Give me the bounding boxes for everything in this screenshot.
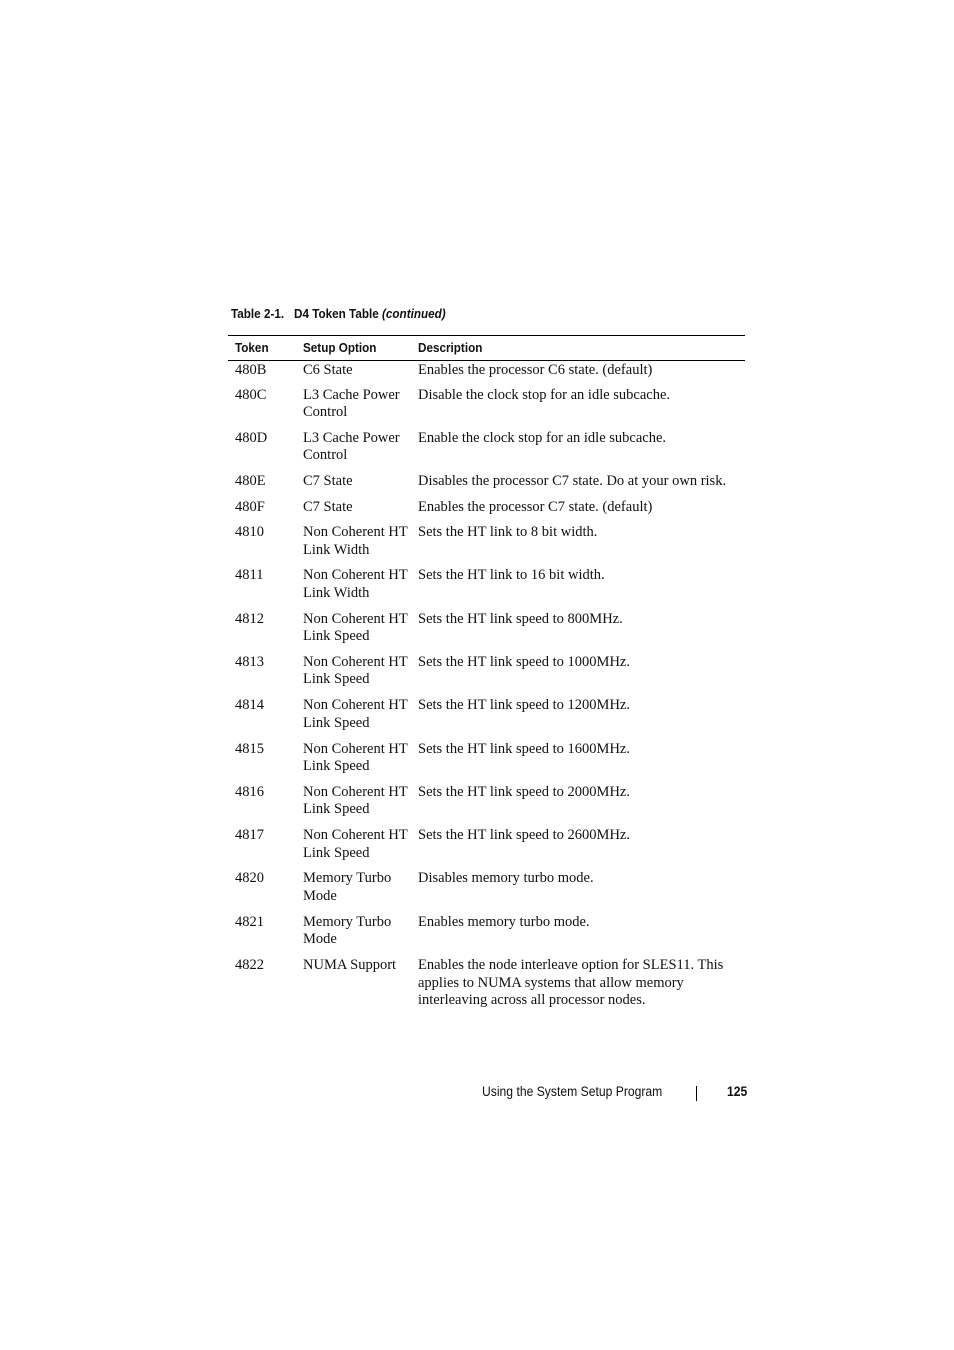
table-row (228, 361, 745, 387)
description-cell: Enables the processor C7 state. (default) (418, 498, 653, 515)
description-cell: Enables the node interleave option for SLES11. This applies to NUMA systems that allow memory interleaving across all processor nodes. (418, 957, 724, 1009)
setup-option-cell: C7 State (303, 498, 353, 515)
setup-option-cell: L3 Cache Power Control (303, 429, 400, 464)
table-row (228, 741, 745, 784)
table-continued-label: (continued) (382, 306, 446, 321)
setup-option-cell: Non Coherent HT Link Speed (303, 783, 408, 818)
table-number: Table 2-1. (231, 306, 285, 321)
table-header-row (228, 336, 745, 361)
column-header-description: Description (418, 336, 745, 361)
setup-option-cell: Memory Turbo Mode (303, 870, 392, 904)
description-cell: Enable the clock stop for an idle subcache. (418, 429, 667, 446)
setup-option-cell: C6 State (303, 362, 353, 378)
token-cell: 4817 (235, 827, 264, 844)
column-header-token: Token (228, 336, 303, 361)
setup-option-cell: Non Coherent HT Link Speed (303, 653, 408, 688)
table-row (228, 654, 745, 697)
setup-option-cell: Non Coherent HT Link Speed (303, 740, 408, 775)
table-row (228, 567, 745, 610)
table-caption (231, 306, 446, 321)
description-cell: Sets the HT link to 8 bit width. (418, 524, 598, 541)
setup-option-cell: C7 State (303, 473, 353, 490)
table-row (228, 870, 745, 913)
setup-option-cell: Non Coherent HT Link Speed (303, 827, 408, 861)
table-row (228, 957, 745, 1027)
setup-option-cell: Non Coherent HT Link Speed (303, 697, 408, 731)
table-row (228, 524, 745, 567)
token-cell: 480E (235, 473, 266, 490)
table-title: D4 Token Table (294, 306, 379, 321)
table-row (228, 914, 745, 957)
description-cell: Sets the HT link speed to 800MHz. (418, 610, 623, 627)
setup-option-cell: NUMA Support (303, 957, 397, 974)
table-row (228, 387, 745, 430)
setup-option-cell: Non Coherent HT Link Width (303, 567, 408, 601)
description-cell: Sets the HT link speed to 2600MHz. (418, 827, 630, 844)
description-cell: Disables memory turbo mode. (418, 870, 594, 887)
token-cell: 4812 (235, 610, 264, 627)
description-cell: Sets the HT link speed to 2000MHz. (418, 783, 630, 800)
setup-option-cell: Memory Turbo Mode (303, 913, 392, 948)
token-cell: 480D (235, 429, 268, 446)
token-cell: 4821 (235, 913, 264, 930)
table-row (228, 697, 745, 740)
description-cell: Sets the HT link speed to 1000MHz. (418, 653, 630, 670)
table-row (228, 784, 745, 827)
setup-option-cell: Non Coherent HT Link Speed (303, 610, 408, 645)
description-cell: Disables the processor C7 state. Do at your own risk. (418, 473, 727, 490)
token-cell: 480C (235, 386, 267, 403)
token-table (228, 335, 745, 1027)
token-cell: 4820 (235, 870, 264, 887)
token-cell: 4813 (235, 653, 264, 670)
setup-option-cell: L3 Cache Power Control (303, 386, 400, 420)
token-cell: 4811 (235, 567, 264, 584)
page-number: 125 (727, 1084, 748, 1099)
description-cell: Sets the HT link to 16 bit width. (418, 567, 605, 584)
token-cell: 4822 (235, 957, 264, 974)
description-cell: Sets the HT link speed to 1600MHz. (418, 740, 630, 757)
description-cell: Enables memory turbo mode. (418, 913, 590, 930)
setup-option-cell: Non Coherent HT Link Width (303, 524, 408, 558)
column-header-setup-option: Setup Option (303, 336, 418, 361)
token-cell: 480B (235, 362, 267, 378)
token-cell: 4815 (235, 740, 264, 757)
token-cell: 4816 (235, 783, 264, 800)
table-row (228, 430, 745, 473)
description-cell: Sets the HT link speed to 1200MHz. (418, 697, 630, 714)
footer-divider (696, 1086, 697, 1101)
table-row (228, 473, 745, 499)
token-cell: 480F (235, 498, 265, 515)
token-cell: 4814 (235, 697, 264, 714)
token-cell: 4810 (235, 524, 264, 541)
description-cell: Enables the processor C6 state. (default) (418, 362, 653, 378)
table-row (228, 611, 745, 654)
description-cell: Disable the clock stop for an idle subcache. (418, 386, 671, 403)
footer-section-title: Using the System Setup Program (482, 1084, 663, 1099)
table-row (228, 499, 745, 525)
table-row (228, 827, 745, 870)
